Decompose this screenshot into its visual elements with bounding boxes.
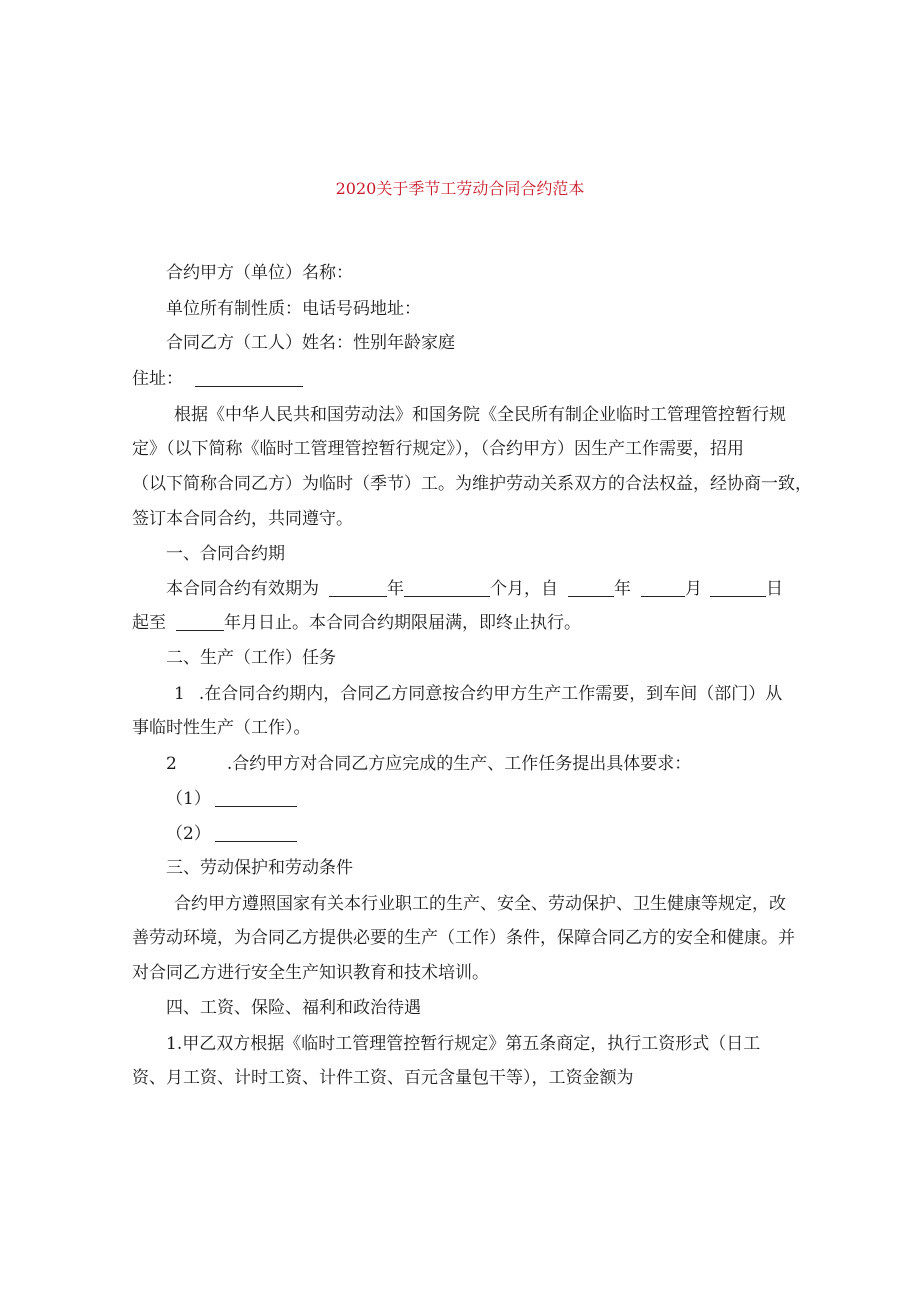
section-2-heading: 二、生产（工作）任务 — [166, 648, 336, 668]
term-text-1: 本合同合约有效期为 — [166, 579, 319, 599]
section-4-line-1: 1.甲乙双方根据《临时工管理管控暂行规定》第五条商定，执行工资形式（日工 — [166, 1034, 761, 1054]
address-line — [132, 368, 303, 390]
section-4-line-2: 资、月工资、计时工资、计件工资、百元含量包干等），工资金额为 — [132, 1068, 634, 1088]
sub-item-1-label: （1） — [166, 789, 211, 809]
term-blank-5 — [710, 580, 766, 597]
ownership-phone-address-line: 单位所有制性质：电话号码地址： — [166, 299, 421, 319]
preamble-line-3: （以下简称合同乙方）为临时（季节）工。为维护劳动关系双方的合法权益，经协商一致， — [132, 474, 812, 494]
term-text-7: 起至 — [132, 613, 166, 633]
party-b-name-line: 合同乙方（工人）姓名：性别年龄家庭 — [166, 333, 455, 353]
sub-item-2 — [166, 823, 297, 845]
item-1-text: .在合同合约期内，合同乙方同意按合约甲方生产工作需要，到车间（部门）从 — [198, 684, 783, 704]
item-1-number: 1 — [174, 684, 185, 704]
term-text-4: 年 — [614, 579, 631, 599]
preamble-line-4: 签订本合同合约，共同遵守。 — [132, 509, 353, 529]
section-3-heading: 三、劳动保护和劳动条件 — [166, 858, 353, 878]
term-blank-1 — [329, 580, 387, 597]
item-2-text: .合约甲方对合同乙方应完成的生产、工作任务提出具体要求： — [226, 754, 692, 774]
item-1-line-1 — [174, 683, 782, 705]
document-title: 2020关于季节工劳动合同合约范本 — [335, 179, 585, 198]
contract-term-line-2 — [132, 612, 581, 634]
party-a-name-line: 合约甲方（单位）名称： — [166, 263, 353, 283]
item-2-number: 2 — [166, 754, 177, 774]
term-blank-6 — [176, 614, 224, 631]
term-text-2: 年 — [387, 579, 404, 599]
section-3-line-3: 对合同乙方进行安全生产知识教育和技术培训。 — [132, 963, 489, 983]
section-3-line-1: 合约甲方遵照国家有关本行业职工的生产、安全、劳动保护、卫生健康等规定，改 — [174, 894, 786, 914]
preamble-line-2: 定》（以下简称《临时工管理管控暂行规定》），（合约甲方）因生产工作需要，招用 — [132, 439, 744, 459]
preamble-line-1: 根据《中华人民共和国劳动法》和国务院《全民所有制企业临时工管理管控暂行规 — [174, 405, 786, 425]
term-text-8: 年月日止。本合同合约期限届满，即终止执行。 — [224, 613, 581, 633]
sub-item-2-label: （2） — [166, 824, 211, 844]
sub-item-1 — [166, 788, 297, 810]
item-2-line — [166, 753, 691, 775]
sub-item-2-blank — [215, 825, 297, 842]
term-blank-4 — [641, 580, 685, 597]
section-1-heading: 一、合同合约期 — [166, 544, 285, 564]
section-3-line-2: 善劳动环境，为合同乙方提供必要的生产（工作）条件，保障合同乙方的安全和健康。并 — [132, 928, 795, 948]
item-1-line-2: 事临时性生产（工作）。 — [132, 718, 311, 738]
section-4-heading: 四、工资、保险、福利和政治待遇 — [166, 998, 421, 1018]
term-blank-2 — [404, 580, 490, 597]
contract-term-line-1 — [166, 578, 783, 600]
sub-item-1-blank — [215, 790, 297, 807]
address-blank — [195, 370, 303, 387]
term-text-3: 个月，自 — [490, 579, 558, 599]
term-text-6: 日 — [766, 579, 783, 599]
address-label: 住址： — [132, 369, 183, 389]
term-blank-3 — [568, 580, 614, 597]
term-text-5: 月 — [685, 579, 702, 599]
